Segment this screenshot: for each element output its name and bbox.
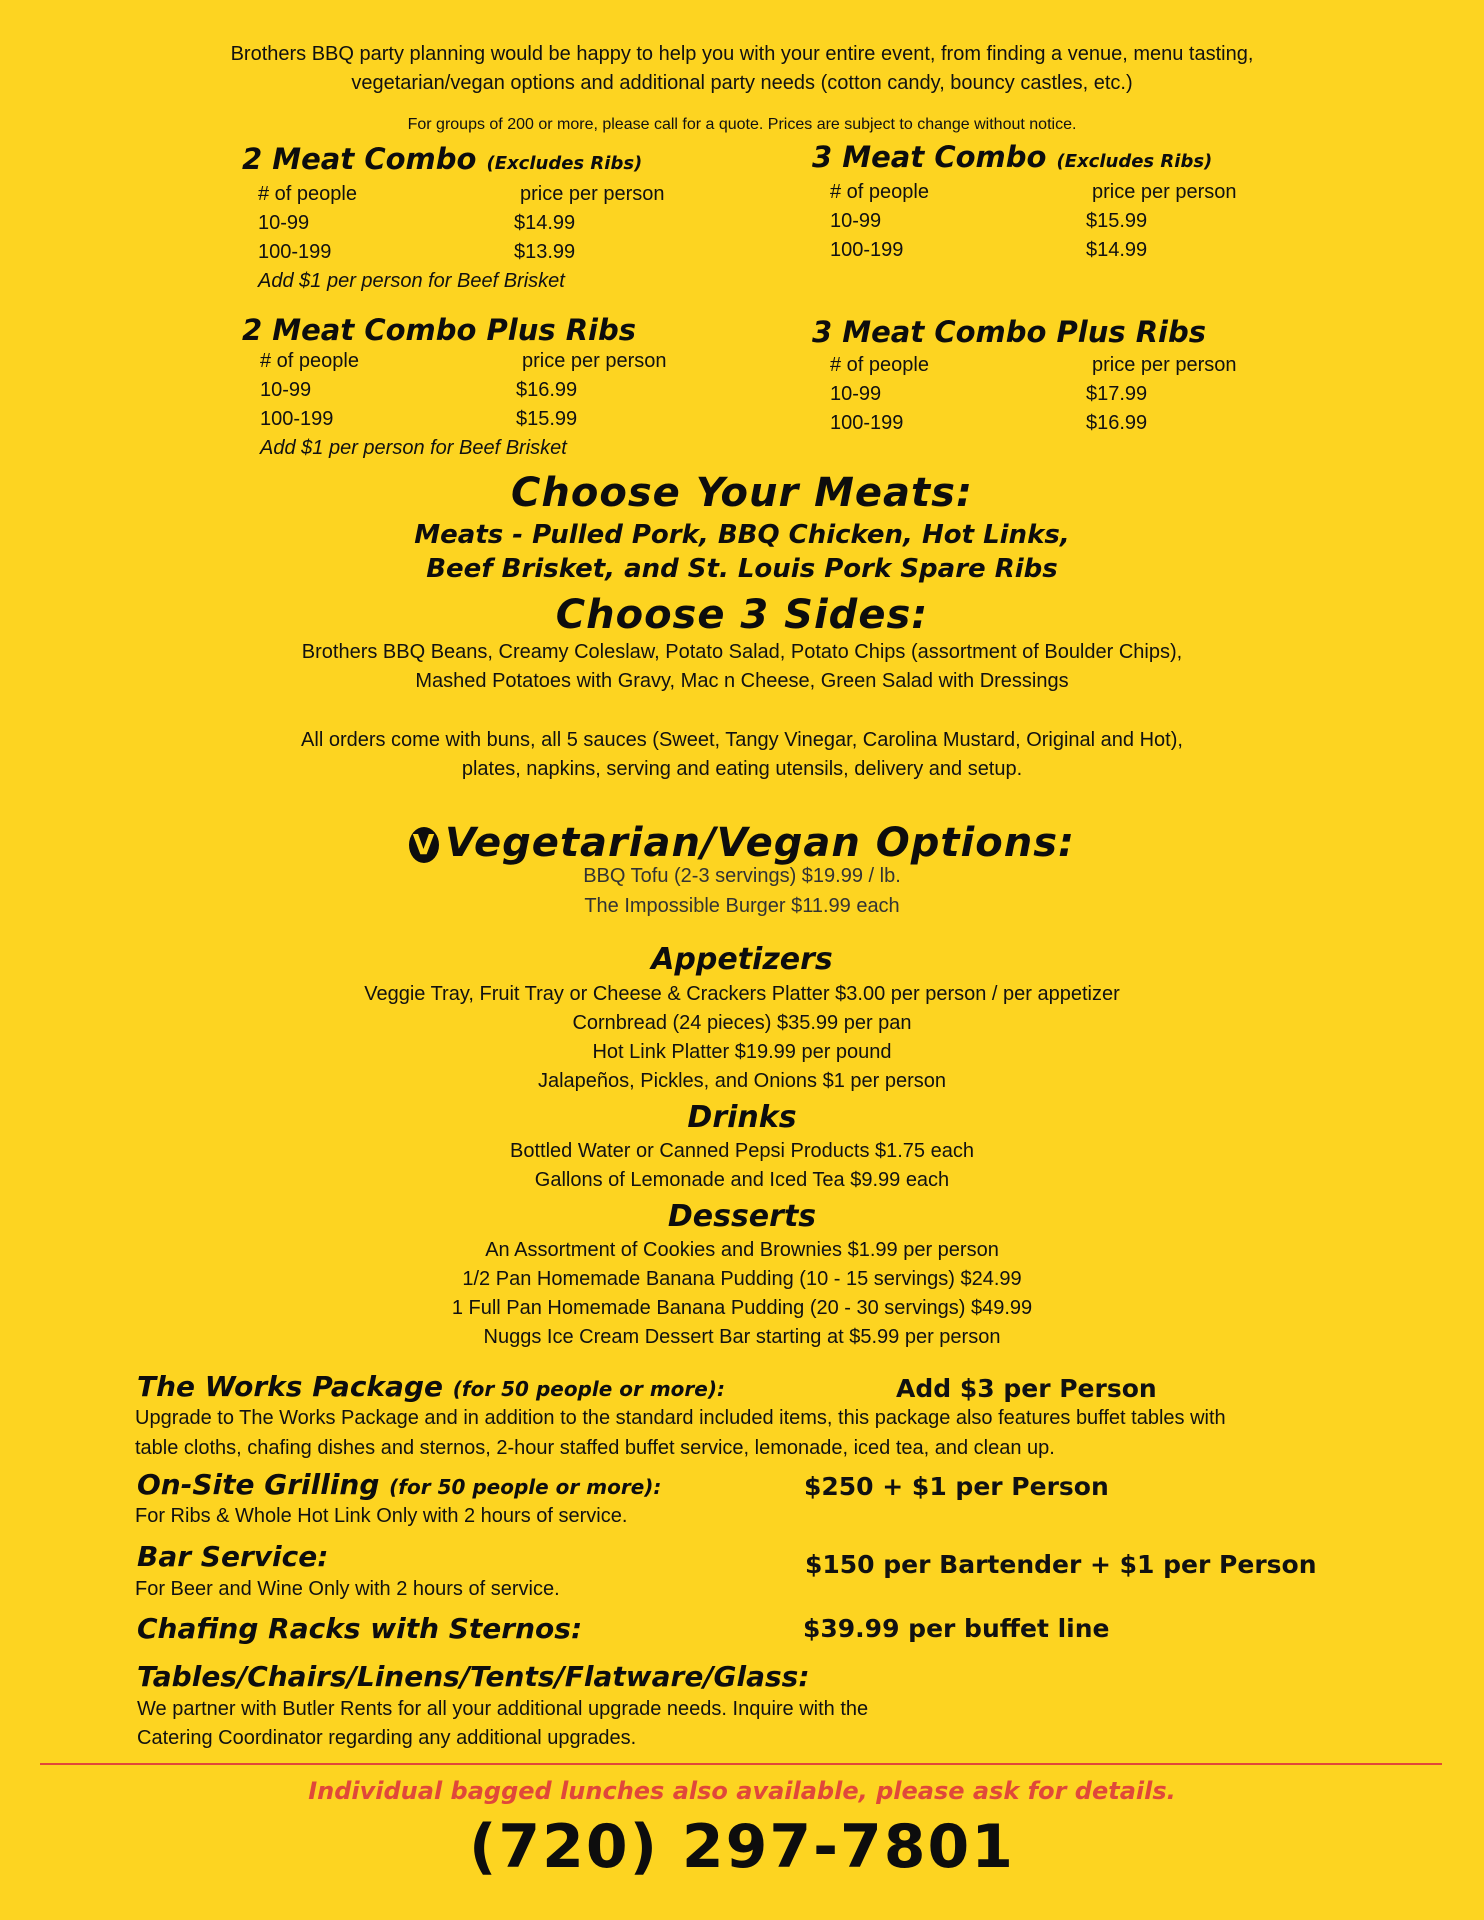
row-price: $14.99 [1086, 239, 1148, 261]
row-people: 10-99 [830, 383, 882, 405]
sides-line-1: Brothers BBQ Beans, Creamy Coleslaw, Potato Salad, Potato Chips (assortment of Boulder Chips), [301, 641, 1183, 663]
rentals-title: Tables/Chairs/Linens/Tents/Flatware/Glass: [137, 1660, 810, 1693]
meats-heading: Choose Your Meats: [511, 470, 973, 516]
row-people: 100-199 [830, 239, 904, 261]
brisket-note: Add $1 per person for Beef Brisket [258, 270, 565, 292]
works-desc-line-1: Upgrade to The Works Package and in addition to the standard included items, this package also features buffet tables with [135, 1407, 1226, 1429]
dessert-item: An Assortment of Cookies and Brownies $1.99 per person [485, 1239, 999, 1261]
dessert-item: Nuggs Ice Cream Dessert Bar starting at $5.99 per person [483, 1326, 1001, 1348]
grilling-price: $250 + $1 per Person [804, 1472, 1109, 1501]
appetizer-item: Jalapeños, Pickles, and Onions $1 per person [537, 1070, 947, 1092]
quote-note: For groups of 200 or more, please call for a quote. Prices are subject to change without notice. [407, 116, 1077, 133]
chafing-price: $39.99 per buffet line [803, 1614, 1110, 1643]
dessert-item: 1 Full Pan Homemade Banana Pudding (20 - 30 servings) $49.99 [451, 1297, 1033, 1319]
row-people: 10-99 [258, 212, 310, 234]
intro-line-1: Brothers BBQ party planning would be happy to help you with your entire event, from finding a venue, menu tasting, [230, 43, 1254, 65]
grilling-title-text: On-Site Grilling [137, 1468, 380, 1501]
row-price: $14.99 [514, 212, 576, 234]
row-price: $16.99 [1086, 412, 1148, 434]
row-people: 100-199 [830, 412, 904, 434]
row-people: 10-99 [260, 379, 312, 401]
col-header-people: # of people [830, 354, 929, 376]
combo-subtitle: (Excludes Ribs) [486, 153, 643, 174]
footer-divider [40, 1763, 1442, 1765]
drinks-heading: Drinks [687, 1100, 797, 1135]
row-price: $13.99 [514, 241, 576, 263]
col-header-price: price per person [520, 183, 665, 205]
works-title-text: The Works Package [137, 1370, 443, 1403]
included-line-2: plates, napkins, serving and eating utensils, delivery and setup. [461, 758, 1023, 780]
col-header-people: # of people [260, 350, 359, 372]
rentals-desc-line-2: Catering Coordinator regarding any additional upgrades. [137, 1727, 637, 1749]
combo-3-meat [812, 140, 1237, 265]
brisket-note: Add $1 per person for Beef Brisket [260, 437, 567, 459]
sides-line-2: Mashed Potatoes with Gravy, Mac n Cheese, Green Salad with Dressings [415, 670, 1069, 692]
appetizer-item: Cornbread (24 pieces) $35.99 per pan [572, 1012, 912, 1034]
combo-title [242, 313, 667, 347]
combo-title-text: 2 Meat Combo [242, 142, 477, 176]
included-line-1: All orders come with buns, all 5 sauces (Sweet, Tangy Vinegar, Carolina Mustard, Original and Hot), [301, 729, 1183, 751]
chafing-title: Chafing Racks with Sternos: [137, 1612, 583, 1645]
combo-title-text: 3 Meat Combo Plus Ribs [812, 315, 1207, 349]
intro-line-2: vegetarian/vegan options and additional party needs (cotton candy, bouncy castles, etc.) [351, 72, 1133, 94]
works-desc-line-2: table cloths, chafing dishes and sternos, 2-hour staffed buffet service, lemonade, iced tea, and clean up. [135, 1437, 1055, 1459]
bar-title: Bar Service: [137, 1540, 329, 1573]
row-people: 100-199 [258, 241, 332, 263]
phone-number[interactable]: (720) 297-7801 [468, 1812, 1016, 1882]
bar-desc: For Beer and Wine Only with 2 hours of service. [135, 1578, 560, 1600]
drink-item: Bottled Water or Canned Pepsi Products $1.75 each [510, 1140, 974, 1162]
works-price: Add $3 per Person [896, 1374, 1157, 1403]
col-header-people: # of people [258, 183, 357, 205]
col-header-people: # of people [830, 181, 929, 203]
col-header-price: price per person [1092, 181, 1237, 203]
rentals-desc-line-1: We partner with Butler Rents for all your additional upgrade needs. Inquire with the [137, 1698, 869, 1720]
row-price: $16.99 [516, 379, 578, 401]
veg-heading-text: Vegetarian/Vegan Options: [445, 820, 1075, 866]
col-header-price: price per person [522, 350, 667, 372]
bagged-lunch-note: Individual bagged lunches also available, please ask for details. [308, 1777, 1176, 1805]
grilling-desc: For Ribs & Whole Hot Link Only with 2 hours of service. [135, 1505, 628, 1527]
appetizer-item: Veggie Tray, Fruit Tray or Cheese & Crackers Platter $3.00 per person / per appetizer [364, 983, 1120, 1005]
combo-2-meat [242, 142, 665, 296]
combo-2-meat-plus-ribs [242, 313, 667, 463]
combo-subtitle: (Excludes Ribs) [1056, 151, 1213, 172]
row-people: 100-199 [260, 408, 334, 430]
row-price: $15.99 [1086, 210, 1148, 232]
combo-title-text: 3 Meat Combo [812, 140, 1047, 174]
combo-title [812, 140, 1237, 174]
appetizer-item: Hot Link Platter $19.99 per pound [592, 1041, 892, 1063]
row-price: $15.99 [516, 408, 578, 430]
veg-item: The Impossible Burger $11.99 each [584, 895, 900, 917]
veg-heading [0, 820, 1484, 866]
grilling-title [137, 1468, 661, 1501]
combo-price-table [258, 180, 665, 296]
bar-price: $150 per Bartender + $1 per Person [805, 1550, 1317, 1579]
row-price: $17.99 [1086, 383, 1148, 405]
dessert-item: 1/2 Pan Homemade Banana Pudding (10 - 15 servings) $24.99 [462, 1268, 1022, 1290]
works-title [137, 1370, 725, 1403]
desserts-heading: Desserts [667, 1199, 817, 1234]
col-header-price: price per person [1092, 354, 1237, 376]
row-people: 10-99 [830, 210, 882, 232]
meats-line-1: Meats - Pulled Pork, BBQ Chicken, Hot Links, [414, 520, 1070, 550]
combo-title [242, 142, 665, 176]
combo-price-table [260, 347, 667, 463]
combo-title [812, 315, 1237, 349]
appetizers-heading: Appetizers [651, 942, 833, 977]
works-subtitle: (for 50 people or more): [452, 1377, 725, 1401]
grilling-subtitle: (for 50 people or more): [389, 1475, 662, 1499]
sides-heading: Choose 3 Sides: [555, 592, 929, 638]
vegan-v-icon: V [409, 827, 439, 863]
meats-line-2: Beef Brisket, and St. Louis Pork Spare Ribs [426, 554, 1058, 584]
veg-item: BBQ Tofu (2-3 servings) $19.99 / lb. [583, 865, 901, 887]
combo-price-table [830, 178, 1237, 265]
combo-3-meat-plus-ribs [812, 315, 1237, 438]
combo-title-text: 2 Meat Combo Plus Ribs [242, 313, 637, 347]
drink-item: Gallons of Lemonade and Iced Tea $9.99 each [534, 1169, 950, 1191]
combo-price-table [830, 351, 1237, 438]
